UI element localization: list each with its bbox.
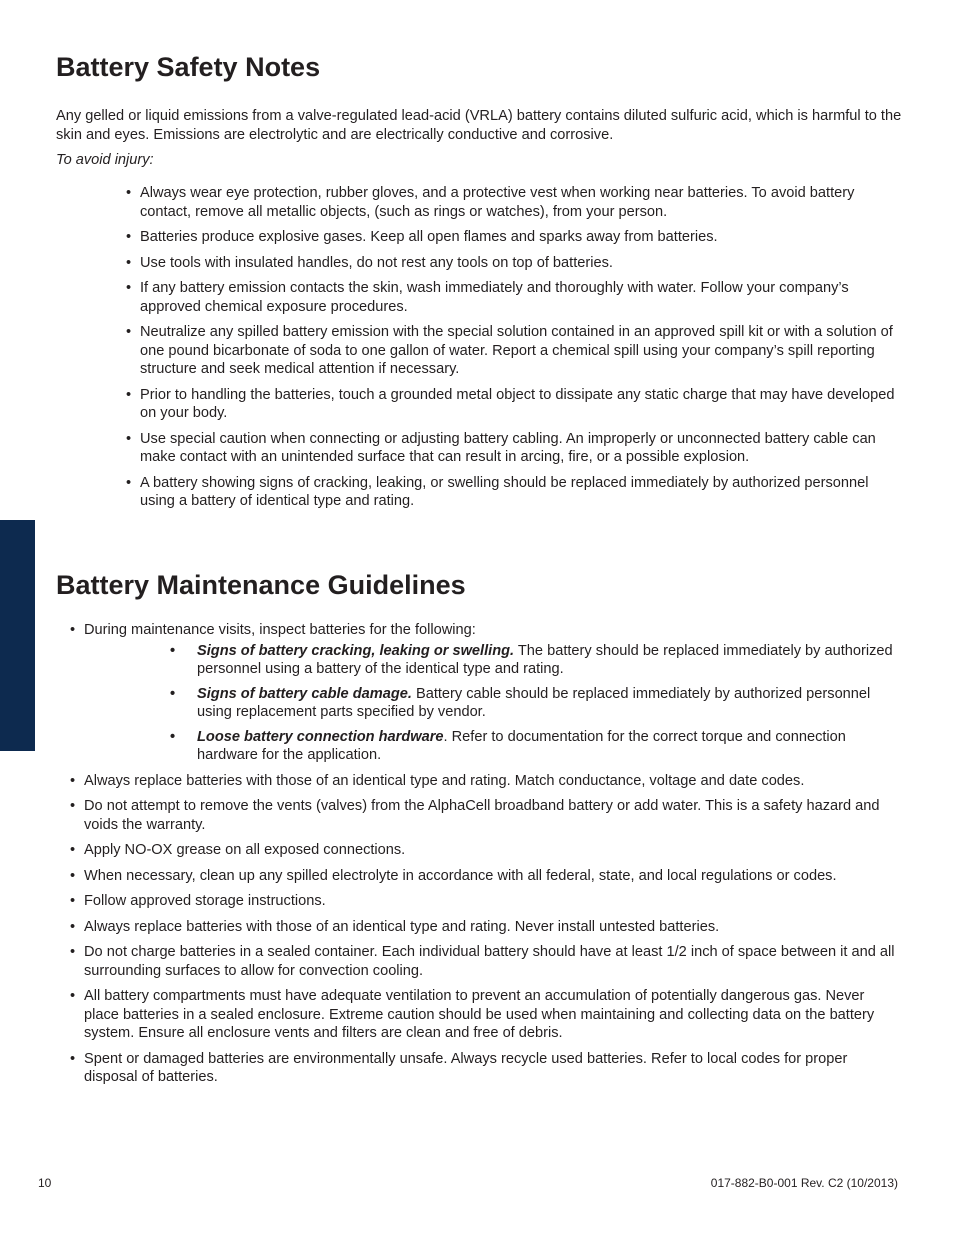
bullet: • <box>70 918 76 935</box>
sub-list-item: • Loose battery connection hardware. Refer to documentation for the correct torque and connection hardware for the application. <box>170 728 846 763</box>
list-item: • Do not charge batteries in a sealed container. Each individual battery should have at least 1/2 inch of space between it and all surrounding surfaces to allow for convection cooling. <box>70 944 895 979</box>
list-item: • Prior to handling the batteries, touch a grounded metal object to dissipate any static charge that may have developed on your body. <box>126 386 895 421</box>
safety-list <box>126 184 902 518</box>
bullet: • <box>70 622 76 638</box>
section-side-tab <box>0 520 35 751</box>
bullet: • <box>70 944 76 960</box>
bullet: • <box>70 893 76 909</box>
bullet: • <box>70 988 76 1004</box>
bullet: • <box>126 324 132 340</box>
bullet: • <box>126 280 132 296</box>
bullet: • <box>70 798 76 814</box>
list-item: • Use special caution when connecting or adjusting battery cabling. An improperly or unconnected battery cable can make contact with an unintended surface that can result in arcing, fire, or a possible explosion. <box>126 430 876 465</box>
maintenance-list <box>70 621 902 1094</box>
bullet: • <box>170 685 176 702</box>
maintenance-guidelines-heading: Battery Maintenance Guidelines <box>56 570 466 600</box>
list-item: • If any battery emission contacts the skin, wash immediately and thoroughly with water. Follow your company’s approved chemical exposure procedures. <box>126 280 849 315</box>
bullet: • <box>170 728 176 745</box>
bullet: • <box>170 642 176 659</box>
bullet: • <box>126 386 132 403</box>
list-item: • Do not attempt to remove the vents (valves) from the AlphaCell broadband battery or add water. This is a safety hazard and voids the warranty. <box>70 798 880 833</box>
bullet: • <box>126 254 132 271</box>
bullet: • <box>126 474 132 491</box>
list-item: • Neutralize any spilled battery emission with the special solution contained in an approved spill kit or with a solution of one pound bicarbonate of soda to one gallon of water. Report a chemical spill using your company’s spill reporting structure and seek medical attention if necessary. <box>126 324 893 377</box>
list-item: • Batteries produce explosive gases. Keep all open flames and sparks away from batteries. <box>126 229 718 245</box>
list-item: • Spent or damaged batteries are environmentally unsafe. Always recycle used batteries. Refer to local codes for proper disposal of batteries. <box>70 1050 848 1085</box>
list-item: • When necessary, clean up any spilled electrolyte in accordance with all federal, state, and local regulations or codes. <box>70 867 837 884</box>
document-id: 017-882-B0-001 Rev. C2 (10/2013) <box>710 1176 898 1190</box>
bullet: • <box>126 229 132 245</box>
list-item: • Use tools with insulated handles, do not rest any tools on top of batteries. <box>126 254 613 271</box>
avoid-injury-label: To avoid injury: <box>56 152 154 168</box>
list-item: • Follow approved storage instructions. <box>70 893 326 909</box>
sub-list-item: • Signs of battery cable damage. Battery cable should be replaced immediately by authorized personnel using replacement parts specified by vendor. <box>170 685 871 720</box>
list-item: • Always wear eye protection, rubber gloves, and a protective vest when working near batteries. To avoid battery contact, remove all metallic objects, (such as rings or watches), from your person. <box>126 185 855 220</box>
bullet: • <box>70 867 76 884</box>
bullet: • <box>70 772 76 789</box>
list-item: • Apply NO-OX grease on all exposed connections. <box>70 842 406 858</box>
list-item: • A battery showing signs of cracking, leaking, or swelling should be replaced immediately by authorized personnel using a battery of identical type and rating. <box>126 474 869 509</box>
bullet: • <box>70 842 76 858</box>
page-number: 10 <box>38 1176 52 1190</box>
list-item: • Always replace batteries with those of an identical type and rating. Match conductance, voltage and date codes. <box>70 772 805 789</box>
safety-notes-heading: Battery Safety Notes <box>56 52 321 82</box>
safety-intro-paragraph: Any gelled or liquid emissions from a valve-regulated lead-acid (VRLA) battery contains diluted sulfuric acid, which is harmful to the skin and eyes. Emissions are electrolytic and are electrically conductive and corrosive. <box>56 108 902 143</box>
sub-list-item: • Signs of battery cracking, leaking or swelling. The battery should be replaced immediately by authorized personnel using a battery of the identical type and rating. <box>170 642 893 677</box>
list-item: • Always replace batteries with those of an identical type and rating. Never install untested batteries. <box>70 918 720 935</box>
inspection-sub-list <box>170 642 902 765</box>
bullet: • <box>126 185 132 201</box>
list-item: • All battery compartments must have adequate ventilation to prevent an accumulation of potentially dangerous gas. Never place batteries in a sealed enclosure. Extreme caution should be used when maintaining and collecting data on the battery system. Ensure all enclosure vents and filters are clean and free of debris. <box>70 988 875 1041</box>
bullet: • <box>70 1050 76 1067</box>
list-item: • During maintenance visits, inspect batteries for the following: • Signs of battery cracking, leaking or swelling. The battery should be replaced immediately by authorized personnel using a battery of the identical type and rating. • Signs of battery cable damage. Battery cable should be replaced immediately by authorized personnel using replacement parts specified by vendor. • Loose battery connection hardware. Refer to documentation for the correct torque and connection hardware for the application. <box>84 621 902 765</box>
bullet: • <box>126 430 132 447</box>
